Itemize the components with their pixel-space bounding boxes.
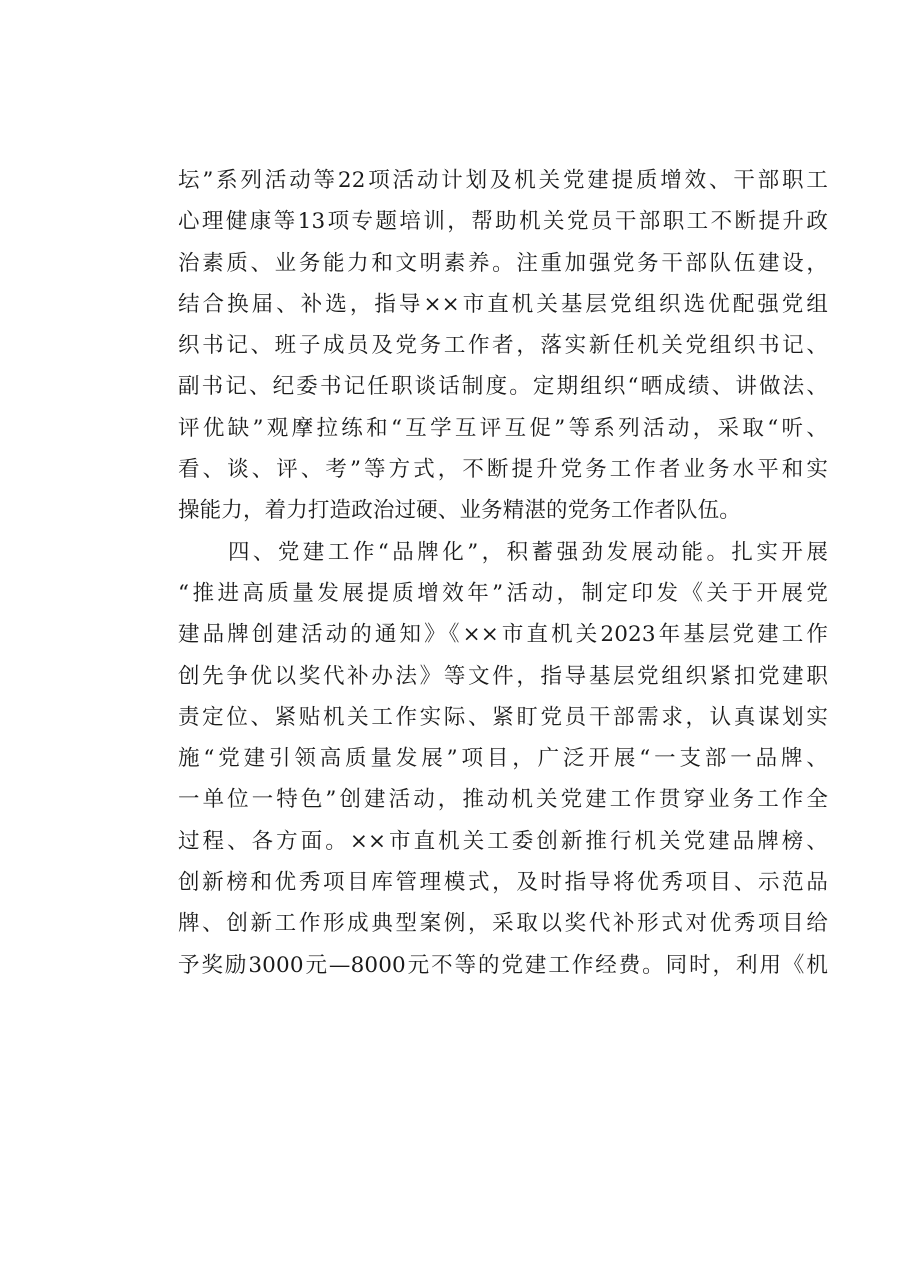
text-line: 创先争优以奖代补办法》等文件，指导基层党组织紧扣党建职	[178, 663, 828, 689]
text-line: 看、谈、评、考”等方式，不断提升党务工作者业务水平和实	[178, 457, 828, 483]
text-line: 建品牌创建活动的通知》《××市直机关2023年基层党建工作	[178, 622, 828, 648]
paragraph-end-line: 操能力，着力打造政治过硬、业务精湛的党务工作者队伍。	[178, 498, 741, 524]
text-line: 予奖励3000元—8000元不等的党建工作经费。同时，利用《机	[178, 952, 828, 978]
text-line: 结合换届、补选，指导××市直机关基层党组织选优配强党组	[178, 291, 828, 317]
text-line: 坛”系列活动等22项活动计划及机关党建提质增效、干部职工	[178, 168, 828, 193]
text-line: 牌、创新工作形成典型案例，采取以奖代补形式对优秀项目给	[178, 911, 828, 937]
text-line: 副书记、纪委书记任职谈话制度。定期组织“晒成绩、讲做法、	[178, 374, 828, 400]
text-line: 创新榜和优秀项目库管理模式，及时指导将优秀项目、示范品	[178, 870, 828, 896]
text-line: 评优缺”观摩拉练和“互学互评互促”等系列活动，采取“听、	[178, 415, 828, 441]
text-line: 织书记、班子成员及党务工作者，落实新任机关党组织书记、	[178, 333, 828, 359]
text-line: 一单位一特色”创建活动，推动机关党建工作贯穿业务工作全	[178, 787, 828, 813]
text-line: 心理健康等13项专题培训，帮助机关党员干部职工不断提升政	[178, 209, 828, 235]
text-line: 责定位、紧贴机关工作实际、紧盯党员干部需求，认真谋划实	[178, 704, 828, 730]
text-line: 施“党建引领高质量发展”项目，广泛开展“一支部一品牌、	[178, 746, 828, 772]
section-heading-line: 四、党建工作“品牌化”，积蓄强劲发展动能。扎实开展	[178, 539, 828, 565]
text-line: 治素质、业务能力和文明素养。注重加强党务干部队伍建设，	[178, 250, 828, 276]
text-line: “推进高质量发展提质增效年”活动，制定印发《关于开展党	[178, 580, 828, 606]
body-text	[178, 160, 828, 986]
text-line: 过程、各方面。××市直机关工委创新推行机关党建品牌榜、	[178, 828, 828, 854]
